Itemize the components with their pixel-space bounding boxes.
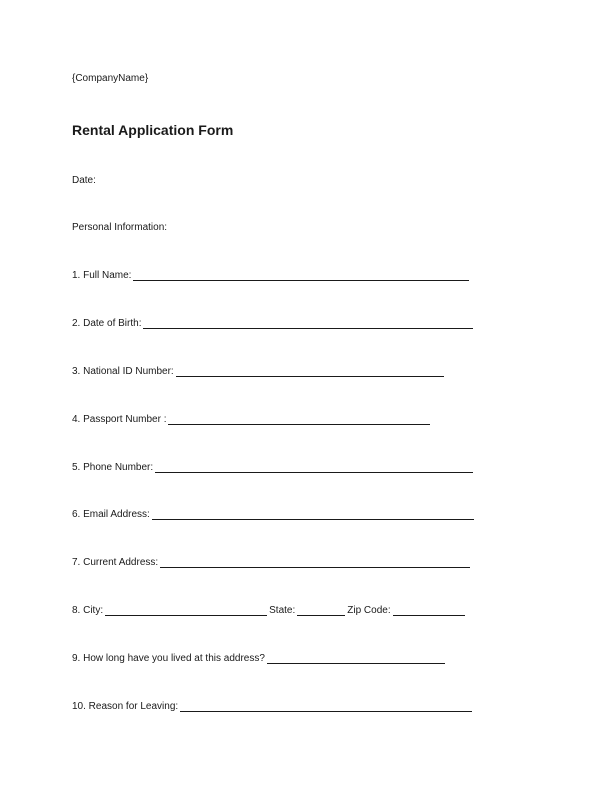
email-label: 6. Email Address: <box>72 509 150 520</box>
national-id-label: 3. National ID Number: <box>72 366 174 377</box>
phone-blank[interactable] <box>155 462 473 473</box>
phone-label: 5. Phone Number: <box>72 462 154 473</box>
state-label: State: <box>269 605 296 616</box>
current-address-label: 7. Current Address: <box>72 557 159 568</box>
form-title: Rental Application Form <box>72 122 234 138</box>
email-row <box>72 507 474 521</box>
company-name: {CompanyName} <box>72 73 149 84</box>
zip-label: Zip Code: <box>347 605 391 616</box>
zip-blank[interactable] <box>393 605 465 616</box>
date-of-birth-row <box>72 316 473 330</box>
reason-row <box>72 699 472 713</box>
date-of-birth-label: 2. Date of Birth: <box>72 318 142 329</box>
email-blank[interactable] <box>152 509 474 520</box>
passport-label: 4. Passport Number : <box>72 414 167 425</box>
section-heading: Personal Information: <box>72 222 168 233</box>
date-label: Date: <box>72 175 96 186</box>
current-address-blank[interactable] <box>160 557 470 568</box>
full-name-label: 1. Full Name: <box>72 270 132 281</box>
national-id-row <box>72 364 444 378</box>
national-id-blank[interactable] <box>176 366 444 377</box>
state-blank[interactable] <box>297 605 345 616</box>
date-of-birth-blank[interactable] <box>143 318 473 329</box>
duration-label: 9. How long have you lived at this address? <box>72 653 265 664</box>
passport-row <box>72 412 430 426</box>
current-address-row <box>72 555 470 569</box>
duration-blank[interactable] <box>267 653 445 664</box>
full-name-row <box>72 268 469 282</box>
duration-row <box>72 651 445 665</box>
passport-blank[interactable] <box>168 414 430 425</box>
phone-row <box>72 460 473 474</box>
reason-blank[interactable] <box>180 701 472 712</box>
city-label: 8. City: <box>72 605 104 616</box>
city-state-zip-row <box>72 603 465 617</box>
city-blank[interactable] <box>105 605 267 616</box>
reason-label: 10. Reason for Leaving: <box>72 701 179 712</box>
full-name-blank[interactable] <box>133 270 469 281</box>
